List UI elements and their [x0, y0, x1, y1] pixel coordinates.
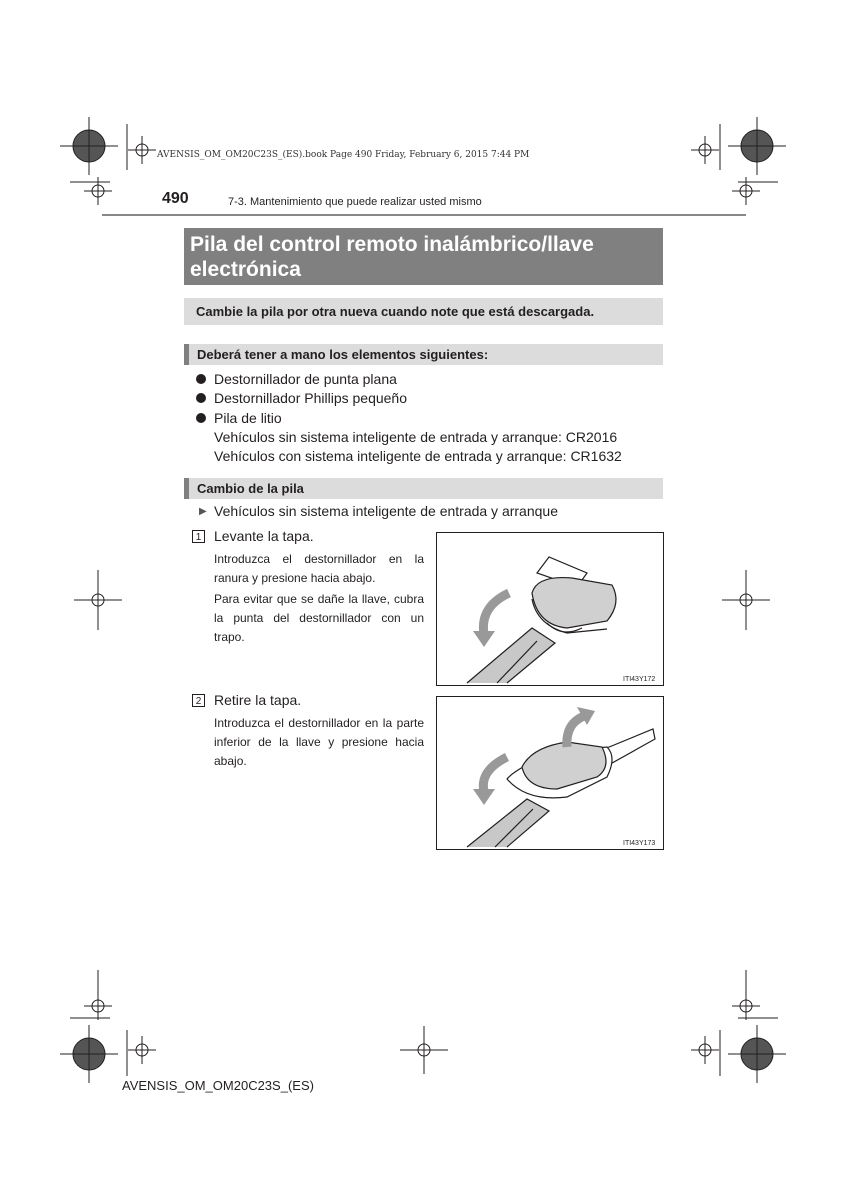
header-divider — [102, 214, 746, 216]
figure-code: ITI43Y172 — [623, 676, 656, 683]
bullet-icon — [196, 393, 206, 403]
figure-step-1 — [436, 532, 664, 686]
footer-book-id: AVENSIS_OM_OM20C23S_(ES) — [122, 1078, 314, 1093]
vehicle-type: Vehículos sin sistema inteligente de entrada y arranque — [214, 503, 558, 519]
print-info-line: AVENSIS_OM_OM20C23S_(ES).book Page 490 Friday, February 6, 2015 7:44 PM — [157, 150, 530, 160]
battery-note: Vehículos sin sistema inteligente de entrada y arranque: CR2016 — [214, 429, 618, 445]
step-1-note: Para evitar que se dañe la llave, cubra la punta del destornillador con un trapo. — [214, 592, 424, 644]
list-item: Pila de litio — [196, 409, 282, 428]
page-number: 490 — [162, 190, 189, 207]
key-cover-illustration — [437, 697, 663, 849]
figure-code: ITI43Y173 — [623, 840, 656, 847]
list-item: Destornillador de punta plana — [196, 370, 397, 389]
section-heading: 7-3. Mantenimiento que puede realizar usted mismo — [228, 196, 482, 208]
page-title — [184, 228, 663, 285]
bullet-icon — [196, 413, 206, 423]
step-2-title: Retire la tapa. — [214, 692, 302, 708]
step-2-text: Introduzca el destornillador en la parte inferior de la llave y presione hacia abajo. — [214, 716, 424, 768]
battery-note: Vehículos con sistema inteligente de entrada y arranque: CR1632 — [214, 448, 622, 464]
step-number-2: 2 — [192, 694, 205, 707]
replace-subheading: Cambio de la pila — [184, 478, 663, 499]
page-title-line1: Pila del control remoto inalámbrico/llave — [190, 233, 594, 256]
triangle-bullet-icon: ▶ — [199, 506, 207, 517]
step-number-1: 1 — [192, 530, 205, 543]
step-1-title: Levante la tapa. — [214, 528, 314, 544]
step-1-text: Introduzca el destornillador en la ranura y presione hacia abajo. — [214, 552, 424, 585]
items-subheading: Deberá tener a mano los elementos siguientes: — [184, 344, 663, 365]
key-open-illustration — [437, 533, 663, 685]
intro-box: Cambie la pila por otra nueva cuando note que está descargada. — [184, 298, 663, 325]
page-title-line2: electrónica — [190, 258, 301, 281]
bullet-icon — [196, 374, 206, 384]
figure-step-2 — [436, 696, 664, 850]
list-item: Destornillador Phillips pequeño — [196, 389, 407, 408]
